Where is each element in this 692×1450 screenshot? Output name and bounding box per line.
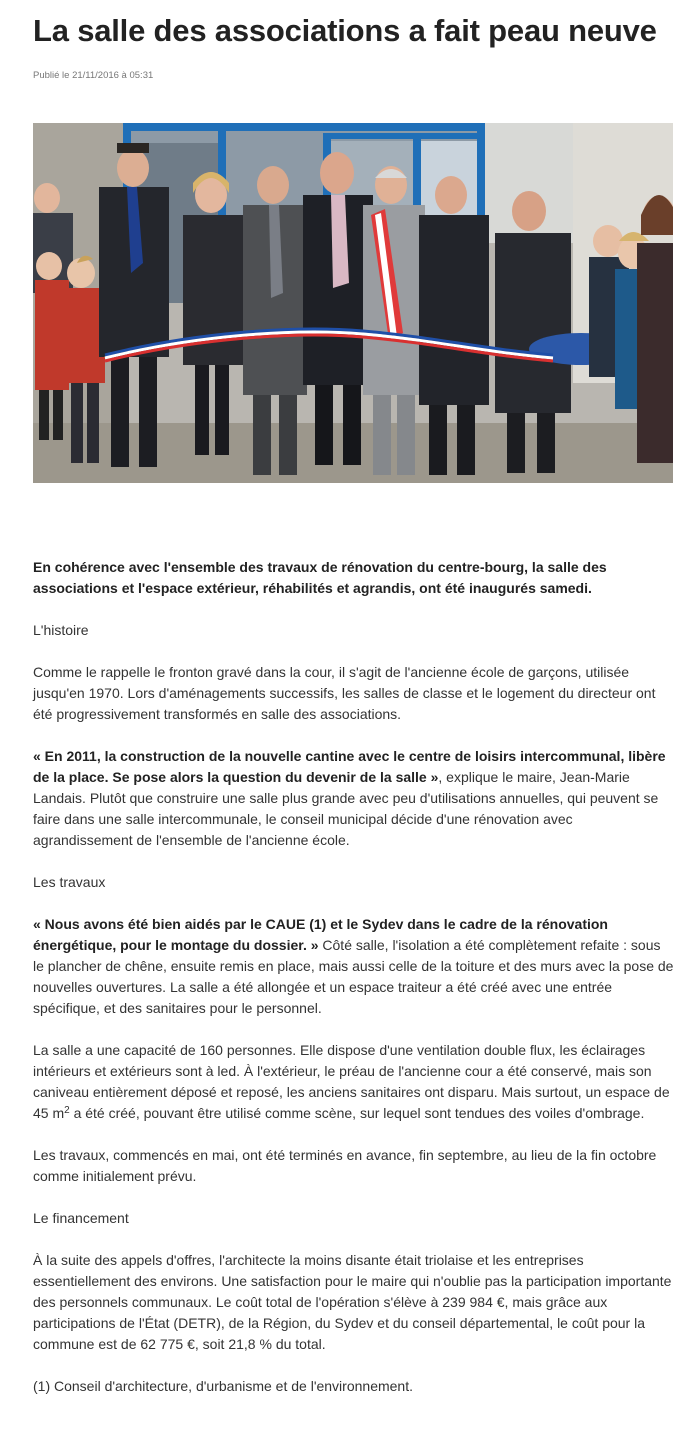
page-title: La salle des associations a fait peau neuve — [33, 13, 657, 48]
section-heading-financement: Le financement — [33, 1210, 129, 1226]
article-header — [33, 0, 673, 82]
footnote: (1) Conseil d'architecture, d'urbanisme et de l'environnement. — [33, 1378, 413, 1394]
superscript-2: 2 — [64, 1105, 70, 1116]
publish-date: Publié le 21/11/2016 à 05:31 — [33, 70, 154, 81]
paragraph-6: À la suite des appels d'offres, l'architecte la moins disante était triolaise et les entreprises essentiellement des environs. Une satisfaction pour le maire qui n'oublie pas la participation importante des personnels communaux. Le coût total de l'opération s'élève à 239 984 €, mais grâce aux participations de l'État (DETR), de la Région, du Sydev et du conseil départemental, le coût pour la commune est de 62 775 €, soit 21,8 % du total. — [33, 1252, 672, 1352]
ribbon-cutting-inauguration-photo — [33, 123, 673, 483]
paragraph-4-text-a: La salle a une capacité de 160 personnes. Elle dispose d'une ventilation double flux, les éclairages intérieurs et extérieurs sont à led. À l'extérieur, le préau de l'ancienne cour a été conservé, mais son caniveau entièrement déposé et reposé, les anciens sanitaires ont disparu. Mais surtout, un espace de 45 m — [33, 1042, 670, 1121]
article-lead: En cohérence avec l'ensemble des travaux de rénovation du centre-bourg, la salle des associations et l'espace extérieur, réhabilités et agrandis, ont été inaugurés samedi. — [33, 559, 607, 596]
paragraph-1: Comme le rappelle le fronton gravé dans la cour, il s'agit de l'ancienne école de garçons, utilisée jusqu'en 1970. Lors d'aménagements successifs, les salles de classe et le logement du directeur ont été progressivement transformés en salle des associations. — [33, 664, 656, 722]
paragraph-3 — [33, 914, 675, 1019]
paragraph-5: Les travaux, commencés en mai, ont été terminés en avance, fin septembre, au lieu de la fin octobre comme initialement prévu. — [33, 1147, 657, 1184]
article-photo — [33, 123, 673, 483]
section-heading-histoire: L'histoire — [33, 622, 89, 638]
quote-2011: « En 2011, la construction de la nouvelle cantine avec le centre de loisirs intercommunal, libère de la place. Se pose alors la question du devenir de la salle » — [33, 748, 666, 785]
quote-caue: « Nous avons été bien aidés par le CAUE (1) et le Sydev dans le cadre de la rénovation énergétique, pour le montage du dossier. » — [33, 916, 608, 953]
article-body — [33, 557, 675, 1418]
paragraph-3-text: Côté salle, l'isolation a été complètement refaite : sous le plancher de chêne, ensuite remis en place, mais aussi celle de la toiture et des murs avec la pose de nouvelles ouvertures. La salle a été allongée et un espace traiteur a été créé avec une entrée spécifique, et des sanitaires pour le personnel. — [33, 937, 674, 1016]
paragraph-2 — [33, 746, 675, 851]
paragraph-4 — [33, 1040, 675, 1124]
section-heading-travaux: Les travaux — [33, 874, 106, 890]
paragraph-2-text: , explique le maire, Jean-Marie Landais. Plutôt que construire une salle plus grande avec peu d'utilisations annuelles, qui peuvent se faire dans une salle intercommunale, le conseil municipal décide d'une rénovation avec agrandissement de l'ensemble de l'ancienne école. — [33, 769, 659, 848]
paragraph-4-text-b: a été créé, pouvant être utilisé comme scène, sur lequel sont tendues des voiles d'ombrage. — [69, 1105, 645, 1121]
